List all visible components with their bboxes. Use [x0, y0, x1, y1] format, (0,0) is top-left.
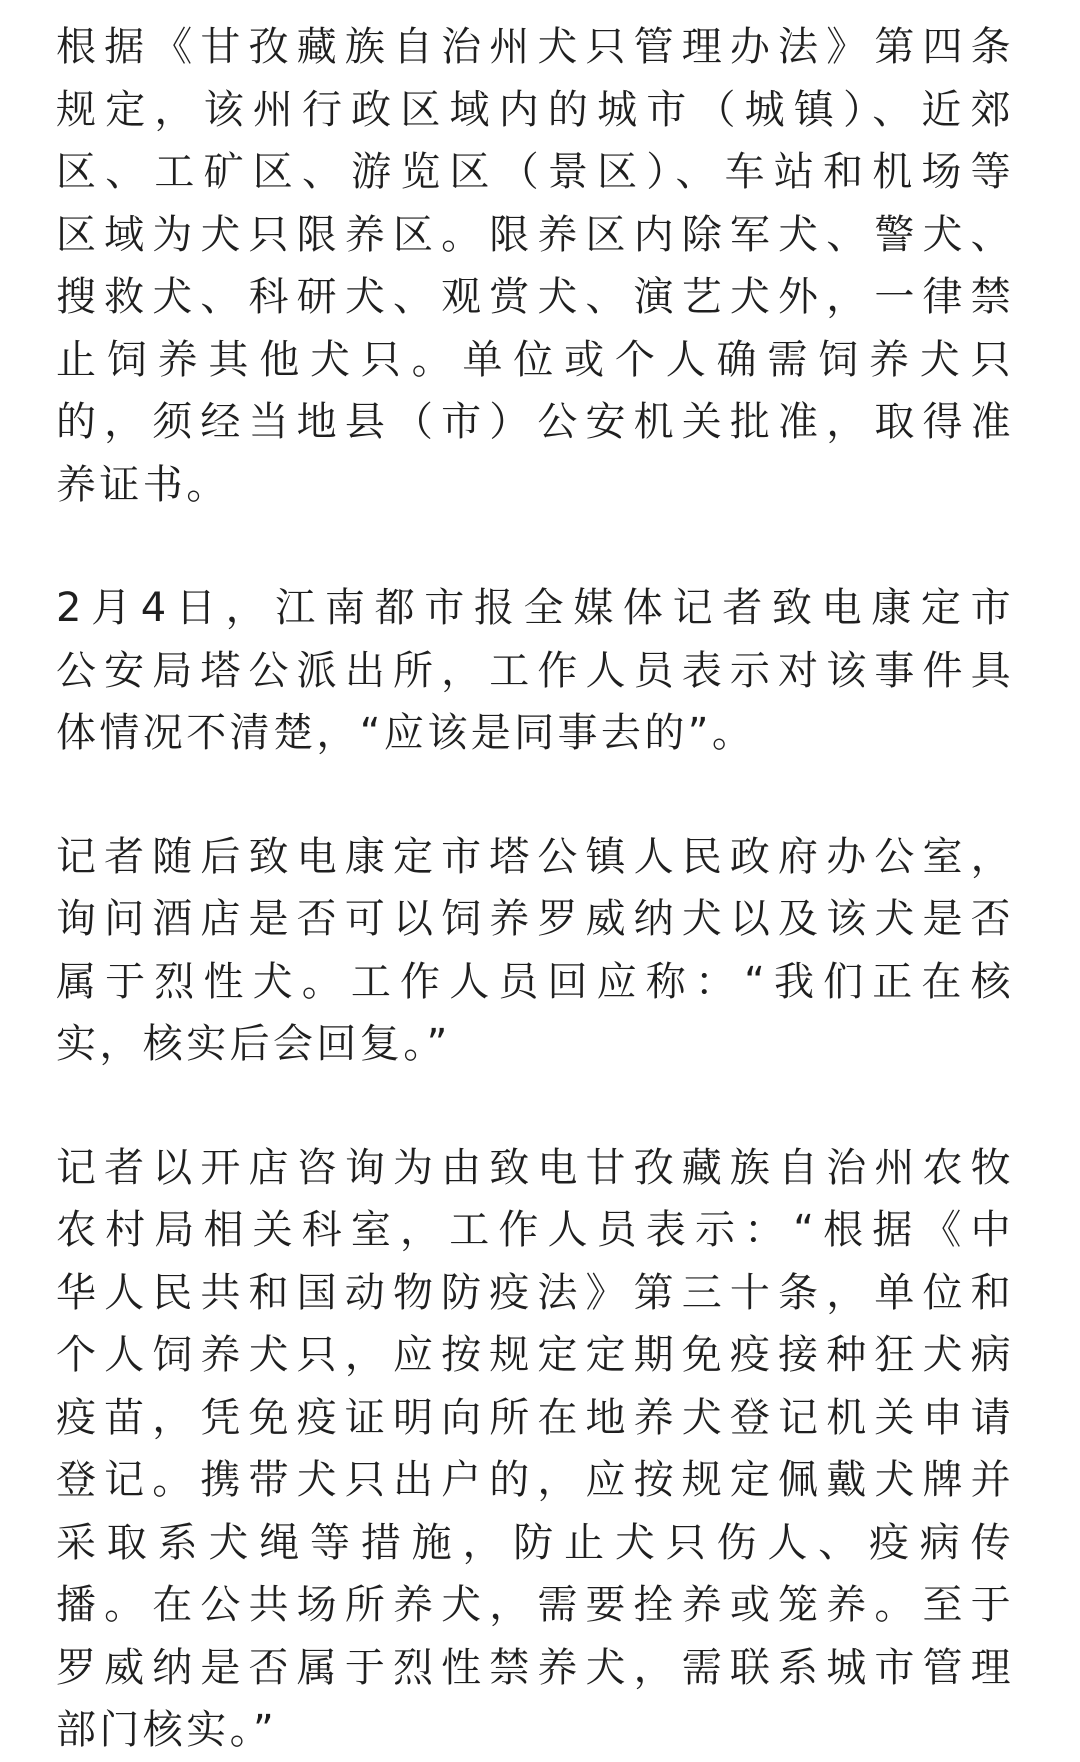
text-line: 规定，该州行政区域内的城市（城镇）、近郊 — [56, 86, 1014, 133]
text-line: 部门核实。” — [56, 1707, 278, 1753]
text-line: 区、工矿区、游览区（景区）、车站和机场等 — [56, 149, 1014, 195]
article-body — [56, 16, 1014, 1762]
paragraph-agriculture-bureau-call — [56, 1137, 1014, 1762]
text-line: 记者以开店咨询为由致电甘孜藏族自治州农牧 — [56, 1144, 1014, 1191]
paragraph-town-government-call — [56, 826, 1014, 1076]
text-line: 疫苗，凭免疫证明向所在地养犬登记机关申请 — [56, 1394, 1014, 1441]
text-line: 记者随后致电康定市塔公镇人民政府办公室， — [56, 833, 1014, 880]
text-line: 2月4日，江南都市报全媒体记者致电康定市 — [56, 585, 1014, 631]
text-line: 属于烈性犬。工作人员回应称：“我们正在核 — [56, 958, 1014, 1005]
text-line: 搜救犬、科研犬、观赏犬、演艺犬外，一律禁 — [56, 274, 1014, 320]
text-line: 罗威纳是否属于烈性禁养犬，需联系城市管理 — [56, 1644, 1014, 1691]
text-line: 养证书。 — [56, 461, 230, 508]
text-line: 区域为犬只限养区。限养区内除军犬、警犬、 — [56, 211, 1014, 258]
text-line: 公安局塔公派出所，工作人员表示对该事件具 — [56, 647, 1014, 694]
text-line: 根据《甘孜藏族自治州犬只管理办法》第四条 — [56, 24, 1014, 70]
text-line: 实，核实后会回复。” — [56, 1021, 451, 1067]
text-line: 采取系犬绳等措施，防止犬只伤人、疫病传 — [56, 1519, 1014, 1566]
text-line: 农村局相关科室，工作人员表示：“根据《中 — [56, 1207, 1014, 1253]
text-line: 的，须经当地县（市）公安机关批准，取得准 — [56, 399, 1014, 445]
text-line: 个人饲养犬只，应按规定定期免疫接种狂犬病 — [56, 1332, 1014, 1378]
text-line: 华人民共和国动物防疫法》第三十条，单位和 — [56, 1269, 1014, 1316]
text-line: 询问酒店是否可以饲养罗威纳犬以及该犬是否 — [56, 896, 1014, 942]
text-line: 登记。携带犬只出户的，应按规定佩戴犬牌并 — [56, 1457, 1014, 1503]
text-line: 播。在公共场所养犬，需要拴养或笼养。至于 — [56, 1582, 1014, 1628]
text-line: 体情况不清楚，“应该是同事去的”。 — [56, 710, 756, 756]
paragraph-dog-regulation — [56, 16, 1014, 516]
text-line: 止饲养其他犬只。单位或个人确需饲养犬只 — [56, 336, 1014, 383]
paragraph-police-call — [56, 577, 1014, 765]
